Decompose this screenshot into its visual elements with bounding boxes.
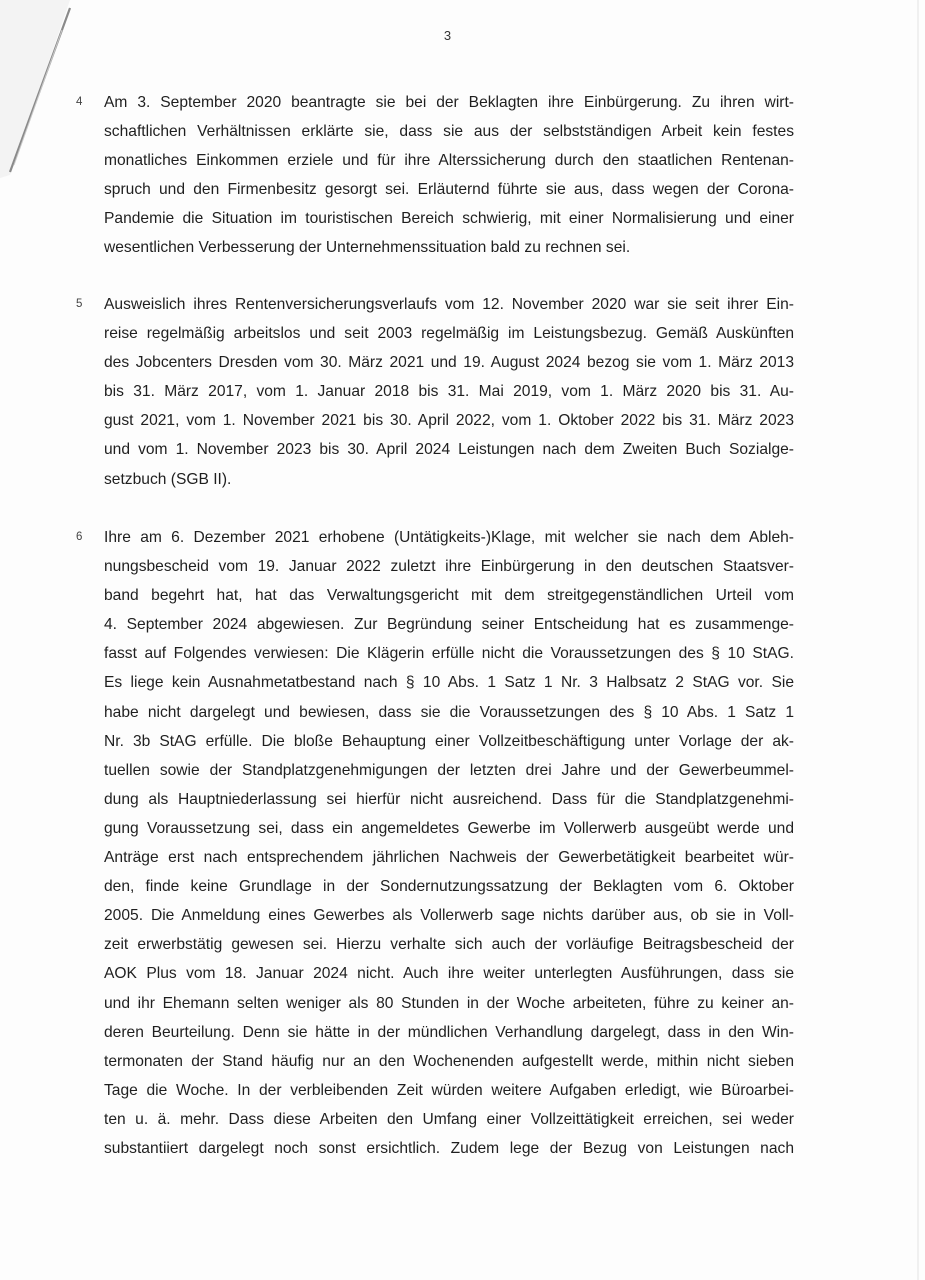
- paragraph-6: [104, 523, 794, 1163]
- text-line: nungsbescheid vom 19. Januar 2022 zuletzt ihre Einbürgerung in den deutschen Staatsver-: [104, 558, 794, 576]
- text-line: gust 2021, vom 1. November 2021 bis 30. April 2022, vom 1. Oktober 2022 bis 31. März 2023: [104, 412, 794, 430]
- text-line: deren Beurteilung. Denn sie hätte in der mündlichen Verhandlung dargelegt, dass in den Win-: [104, 1023, 794, 1041]
- text-line: und vom 1. November 2023 bis 30. April 2024 Leistungen nach dem Zweiten Buch Sozialge-: [104, 441, 794, 459]
- text-line: spruch und den Firmenbesitz gesorgt sei. Erläuternd führte sie aus, dass wegen der Corona-: [104, 181, 794, 199]
- paragraph-5: [104, 290, 794, 494]
- text-line: Ihre am 6. Dezember 2021 erhobene (Untätigkeits-)Klage, mit welcher sie nach dem Ableh-: [104, 529, 794, 546]
- text-line: gung Voraussetzung sei, dass ein angemeldetes Gewerbe im Vollerwerb ausgeübt werde und: [104, 819, 794, 837]
- text-line: monatliches Einkommen erziele und für ihre Alterssicherung durch den staatlichen Rentenan-: [104, 152, 794, 170]
- text-line: band begehrt hat, hat das Verwaltungsgericht mit dem streitgegenständlichen Urteil vom: [104, 587, 794, 605]
- text-line: schaftlichen Verhältnissen erklärte sie, dass sie aus der selbstständigen Arbeit kein festes: [104, 123, 794, 141]
- text-line: tuellen sowie der Standplatzgenehmigungen der letzten drei Jahre und der Gewerbeummel-: [104, 761, 794, 779]
- text-line: und ihr Ehemann selten weniger als 80 Stunden in der Woche arbeiteten, führe zu keiner an-: [104, 994, 794, 1012]
- text-line: Tage die Woche. In der verbleibenden Zeit würden weitere Aufgaben erledigt, wie Büroarbei-: [104, 1081, 794, 1099]
- text-line: Anträge erst nach entsprechendem jährlichen Nachweis der Gewerbetätigkeit bearbeitet wür-: [104, 849, 794, 867]
- text-line: Pandemie die Situation im touristischen Bereich schwierig, mit einer Normalisierung und einer: [104, 210, 794, 228]
- paragraph-number: 5: [76, 298, 83, 310]
- page-number: 3: [443, 28, 452, 43]
- text-line: dung als Hauptniederlassung sei hierfür nicht ausreichend. Dass für die Standplatzgenehmi-: [104, 790, 794, 808]
- text-line: 2005. Die Anmeldung eines Gewerbes als Vollerwerb sage nichts darüber aus, ob sie in Voll-: [104, 907, 794, 925]
- paragraph-number: 6: [76, 531, 83, 543]
- text-line: setzbuch (SGB II).: [104, 470, 232, 488]
- text-line: Am 3. September 2020 beantragte sie bei der Beklagten ihre Einbürgerung. Zu ihren wirt-: [104, 94, 794, 111]
- scan-edge-shadow: [917, 0, 919, 1280]
- text-line: des Jobcenters Dresden vom 30. März 2021 und 19. August 2024 bezog sie vom 1. März 2013: [104, 354, 794, 372]
- text-line: ten u. ä. mehr. Dass diese Arbeiten den Umfang einer Vollzeittätigkeit erreichen, sei weder: [104, 1110, 794, 1128]
- text-line: bis 31. März 2017, vom 1. Januar 2018 bis 31. Mai 2019, vom 1. März 2020 bis 31. Au-: [104, 383, 794, 401]
- text-line: den, finde keine Grundlage in der Sondernutzungssatzung der Beklagten vom 6. Oktober: [104, 878, 794, 896]
- text-line: Ausweislich ihres Rentenversicherungsverlaufs vom 12. November 2020 war sie seit ihrer Ein-: [104, 296, 794, 313]
- text-line: reise regelmäßig arbeitslos und seit 2003 regelmäßig im Leistungsbezug. Gemäß Auskünften: [104, 325, 794, 343]
- text-line: zeit erwerbstätig gewesen sei. Hierzu verhalte sich auch der vorläufige Beitragsbescheid der: [104, 936, 794, 954]
- text-line: AOK Plus vom 18. Januar 2024 nicht. Auch ihre weiter unterlegten Ausführungen, dass sie: [104, 965, 794, 983]
- text-line: 4. September 2024 abgewiesen. Zur Begründung seiner Entscheidung hat es zusammenge-: [104, 616, 794, 634]
- text-line: substantiiert dargelegt noch sonst ersichtlich. Zudem lege der Bezug von Leistungen nach: [104, 1139, 794, 1157]
- text-line: Nr. 3b StAG erfülle. Die bloße Behauptung einer Vollzeitbeschäftigung unter Vorlage der ak-: [104, 732, 794, 750]
- paragraph-number: 4: [76, 96, 83, 108]
- text-line: Es liege kein Ausnahmetatbestand nach § 10 Abs. 1 Satz 1 Nr. 3 Halbsatz 2 StAG vor. Sie: [104, 674, 794, 692]
- paragraph-4: [104, 88, 794, 263]
- text-line: habe nicht dargelegt und bewiesen, dass sie die Voraussetzungen des § 10 Abs. 1 Satz 1: [104, 703, 794, 721]
- text-line: wesentlichen Verbesserung der Unternehmenssituation bald zu rechnen sei.: [104, 239, 631, 257]
- text-line: fasst auf Folgendes verwiesen: Die Klägerin erfülle nicht die Voraussetzungen des § 10 StAG.: [104, 645, 794, 663]
- text-line: termonaten der Stand häufig nur an den Wochenenden aufgestellt werde, mithin nicht sieben: [104, 1052, 794, 1070]
